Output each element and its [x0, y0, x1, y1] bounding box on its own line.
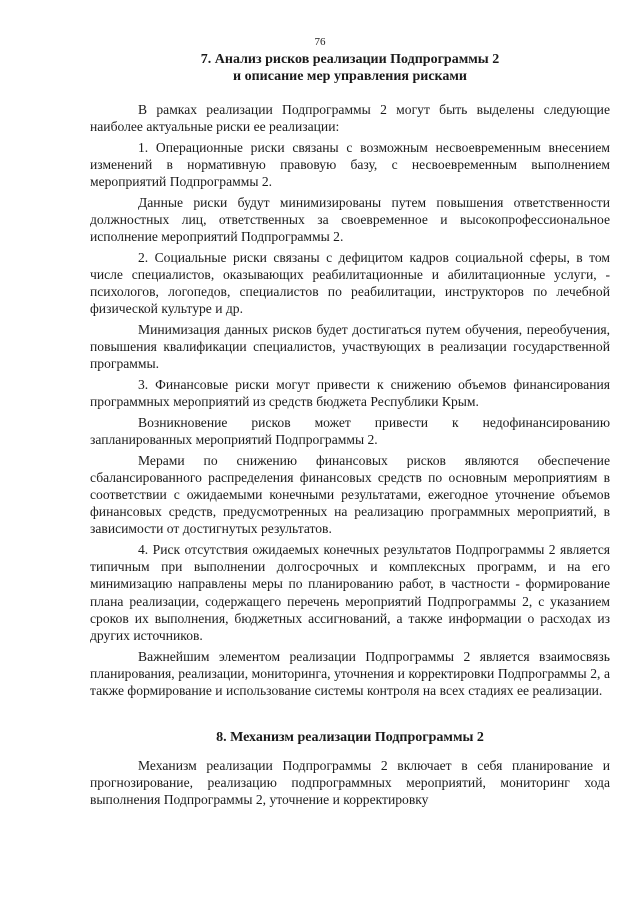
paragraph: Важнейшим элементом реализации Подпрограммы 2 является взаимосвязь планирования, реализации, мониторинга, уточнения и корректировки Подпрограммы 2, а также формирование и использование системы контроля на всех стадиях ее реализации. — [90, 648, 610, 699]
paragraph: Механизм реализации Подпрограммы 2 включает в себя планирование и прогнозирование, реализацию подпрограммных мероприятий, мониторинг хода выполнения Подпрограммы 2, уточнение и корректировку — [90, 758, 610, 808]
paragraph: В рамках реализации Подпрограммы 2 могут быть выделены следующие наиболее актуальные риски ее реализации: — [90, 102, 610, 135]
page-number: 76 — [314, 36, 326, 48]
paragraph: Мерами по снижению финансовых рисков являются обеспечение сбалансированного распределения финансовых средств по основным мероприятиям в соответствии с ожидаемыми конечными результатами, ежегодное уточнение объемов финансовых средств, предусмотренных на реализацию программных мероприятий, в зависимости от достигнутых результатов. — [90, 452, 610, 537]
paragraph: 4. Риск отсутствия ожидаемых конечных результатов Подпрограммы 2 является типичным при выполнении долгосрочных и комплексных программ, и на его минимизацию направлены меры по планированию работ, в частности - формирование плана реализации, содержащего перечень мероприятий Подпрограммы 2, с указанием сроков их выполнения, бюджетных ассигнований, а также информации о расходах из других источников. — [90, 542, 610, 644]
section-8-body — [90, 757, 610, 809]
paragraph: 1. Операционные риски связаны с возможным несвоевременным внесением изменений в нормативную правовую базу, с несвоевременным выполнением мероприятий Подпрограммы 2. — [90, 139, 610, 190]
section-7-body — [90, 101, 610, 699]
section-7-heading — [90, 51, 610, 85]
paragraph: Данные риски будут минимизированы путем повышения ответственности должностных лиц, ответственных за своевременное и высокопрофессиональное исполнение мероприятий Подпрограммы 2. — [90, 194, 610, 245]
paragraph: Минимизация данных рисков будет достигаться путем обучения, переобучения, повышения квалификации специалистов, участвующих в реализации государственной программы. — [90, 322, 610, 372]
section-7-title-line-1: 7. Анализ рисков реализации Подпрограммы 2 — [200, 52, 500, 67]
paragraph: 3. Финансовые риски могут привести к снижению объемов финансирования программных мероприятий из средств бюджета Республики Крым. — [90, 377, 610, 410]
section-7-title-line-2: и описание мер управления рисками — [233, 69, 467, 84]
paragraph: 2. Социальные риски связаны с дефицитом кадров социальной сферы, в том числе специалистов, оказывающих реабилитационные и абилитационные услуги, - психологов, логопедов, специалистов по реабилитации, инструкторов по лечебной физической культуре и др. — [90, 249, 610, 317]
section-8-heading: 8. Механизм реализации Подпрограммы 2 — [216, 730, 484, 745]
paragraph: Возникновение рисков может привести к недофинансированию запланированных мероприятий Подпрограммы 2. — [90, 414, 610, 447]
